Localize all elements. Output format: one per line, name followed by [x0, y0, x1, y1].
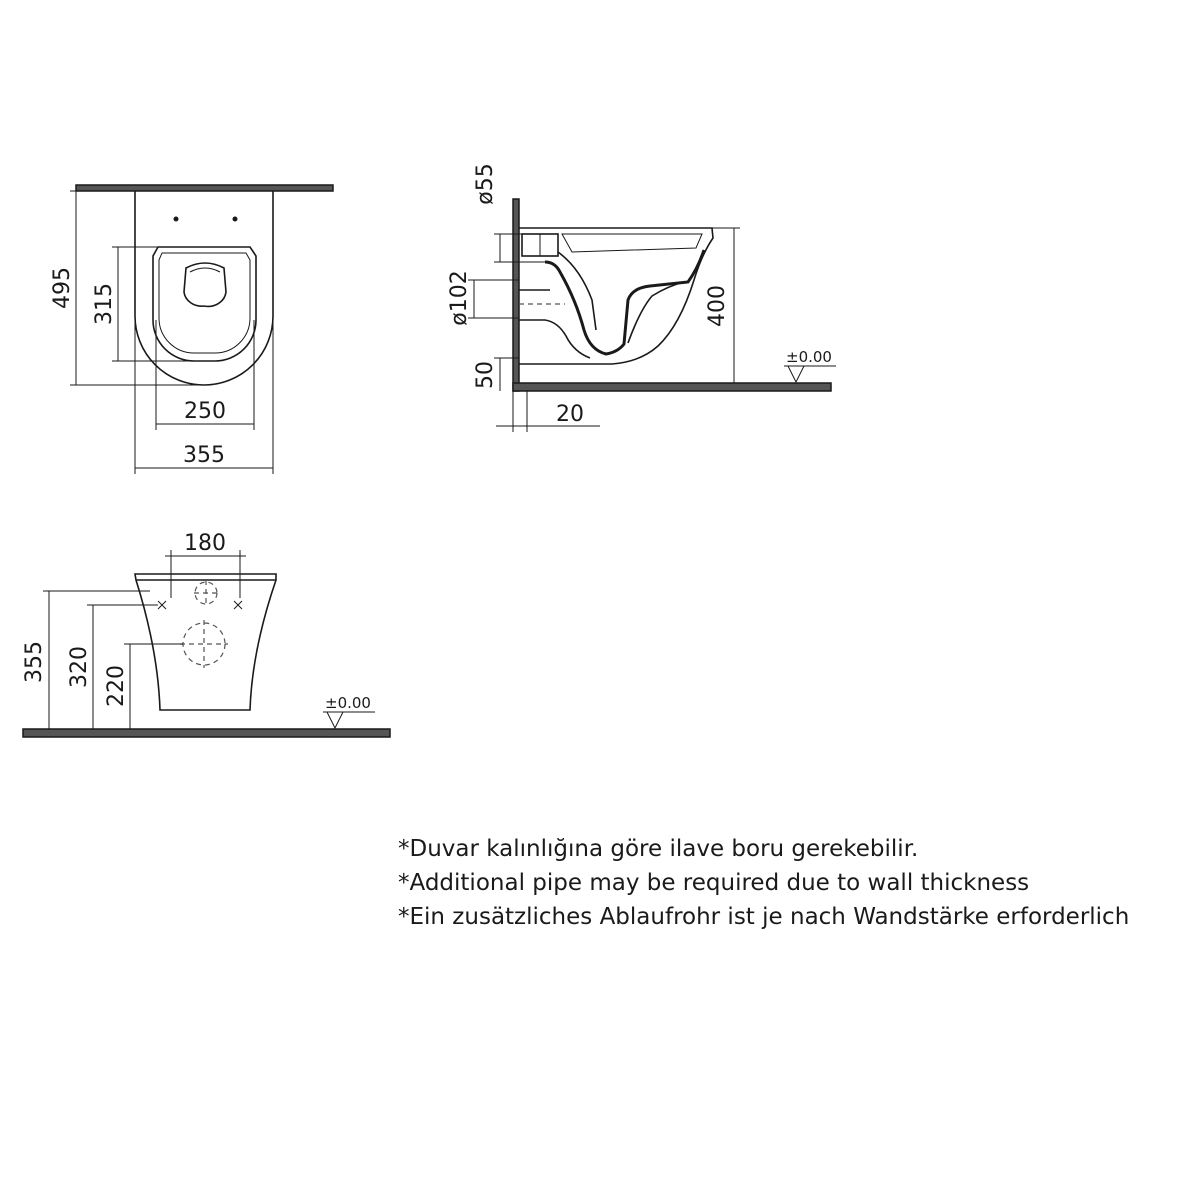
rear-view — [22, 531, 390, 737]
side-view-floor — [513, 383, 831, 391]
top-view-rim-outlet-inner — [190, 268, 220, 272]
side-view-outlet — [519, 290, 590, 358]
top-view-fixing-hole-right — [233, 217, 238, 222]
side-view-bowl-trap — [558, 252, 684, 343]
side-view-dim-50: 50 — [473, 361, 498, 389]
rear-view-level-label: ±0.00 — [325, 694, 371, 712]
rear-view-dim-220: 220 — [104, 665, 129, 707]
side-view-dim-20: 20 — [556, 402, 584, 427]
side-view-level-label: ±0.00 — [786, 348, 832, 366]
rear-view-fixing-left — [158, 601, 166, 609]
note-english: *Additional pipe may be required due to wall thickness — [398, 870, 1030, 896]
top-view-rim-outlet — [184, 263, 226, 306]
rear-view-fixing-right — [234, 601, 242, 609]
rear-view-dim-320: 320 — [67, 646, 92, 688]
side-view-waterway — [545, 250, 704, 354]
side-view-rim-top — [562, 234, 702, 252]
side-view-level-marker — [788, 366, 804, 382]
top-view-dim-315: 315 — [92, 283, 117, 325]
rear-view-level-marker — [327, 712, 343, 728]
side-view — [447, 163, 836, 432]
top-view-seat-opening — [153, 247, 256, 361]
rear-view-body — [135, 574, 276, 710]
rear-view-floor — [23, 729, 390, 737]
note-turkish: *Duvar kalınlığına göre ilave boru gerekebilir. — [398, 836, 919, 862]
side-view-dim-o55: ø55 — [473, 163, 498, 205]
side-view-wall — [513, 199, 519, 391]
top-view-dim-250: 250 — [184, 399, 226, 424]
side-view-dim-400: 400 — [705, 285, 730, 327]
top-view-dim-495: 495 — [50, 267, 75, 309]
rear-view-dim-355: 355 — [22, 641, 47, 683]
installation-notes — [398, 832, 1198, 934]
top-view-fixing-hole-left — [174, 217, 179, 222]
top-view — [50, 185, 333, 474]
top-view-wall — [76, 185, 333, 191]
top-view-dim-355: 355 — [183, 443, 225, 468]
side-view-dim-o102: ø102 — [447, 270, 472, 326]
rear-view-dim-180: 180 — [184, 531, 226, 556]
note-german: *Ein zusätzliches Ablaufrohr ist je nach Wandstärke erforderlich — [398, 904, 1130, 930]
